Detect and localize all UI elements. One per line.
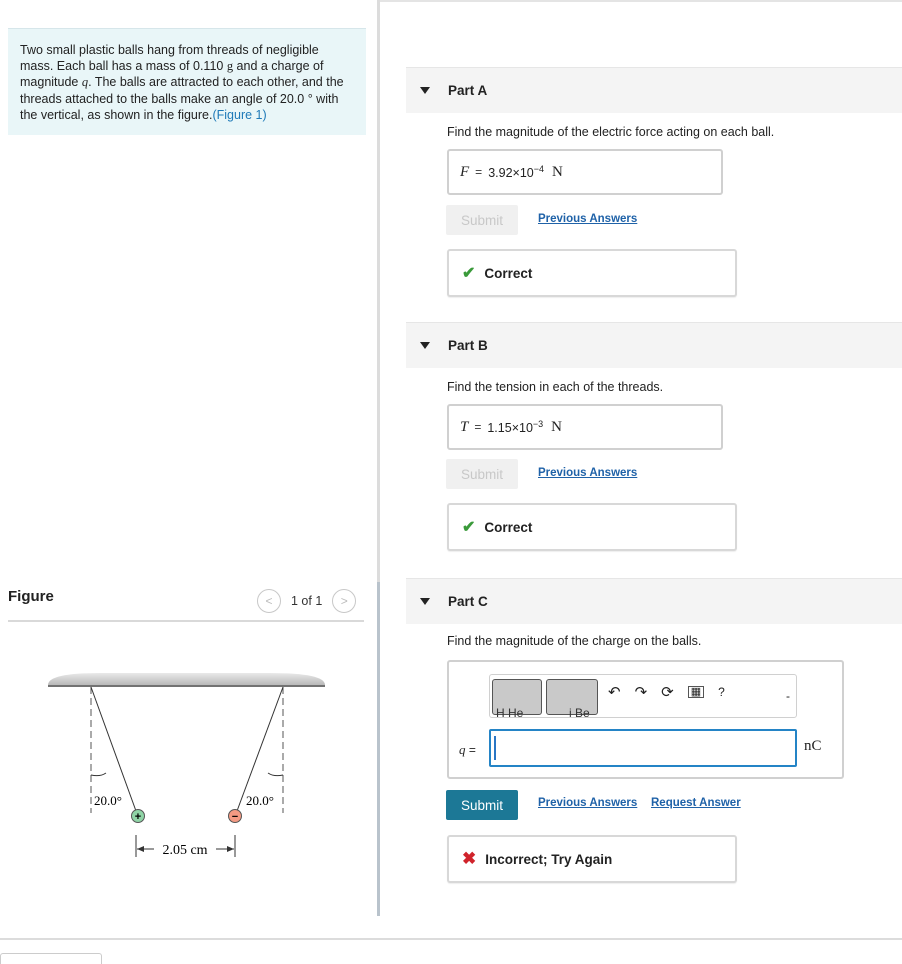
equals-sign: = — [475, 165, 483, 179]
answer-unit: nC — [804, 738, 822, 754]
distance-label: 2.05 cm — [162, 843, 208, 858]
caret-down-icon — [420, 598, 430, 605]
mantissa: 1.15×10 — [487, 421, 533, 436]
part-a-answer — [447, 149, 723, 195]
exponent: −3 — [532, 418, 544, 429]
part-c-submit-button[interactable]: Submit — [446, 790, 518, 820]
variable-q: q — [81, 75, 89, 90]
part-b-label: Part B — [448, 338, 488, 353]
plus-sign: + — [134, 811, 142, 823]
cross-icon: ✖ — [462, 849, 477, 868]
variable-t: T — [460, 418, 469, 435]
figure-diagram — [40, 665, 340, 870]
arrowhead-left — [137, 846, 144, 852]
angle-arc-left — [91, 773, 106, 776]
toolbar-fragment: i Be — [569, 706, 590, 718]
chevron-left-icon: < — [265, 594, 273, 608]
column-divider-lower — [377, 582, 380, 916]
answer-value — [487, 419, 543, 435]
mantissa: 3.92×10 — [488, 166, 534, 181]
part-c-feedback — [447, 835, 737, 883]
part-b-submit-button[interactable]: Submit — [446, 459, 518, 489]
variable-q: q — [459, 742, 466, 757]
exponent: −4 — [533, 163, 544, 174]
part-c-answer-editor — [447, 660, 844, 779]
feedback-text: Incorrect; Try Again — [485, 851, 613, 867]
figure-count: 1 of 1 — [291, 594, 323, 608]
symbols-button[interactable] — [546, 679, 598, 718]
math-toolbar — [489, 674, 797, 718]
part-a-previous-answers-link[interactable]: Previous Answers — [538, 213, 638, 225]
ceiling — [48, 673, 325, 685]
part-b-answer — [447, 404, 723, 450]
figure-divider — [8, 620, 364, 622]
problem-text: and a charge of magnitude — [20, 59, 324, 90]
toolbar-more[interactable]: - — [786, 689, 790, 703]
figure-link[interactable]: (Figure 1) — [212, 107, 267, 122]
figure-title: Figure — [8, 588, 54, 605]
part-b-prompt: Find the tension in each of the threads. — [447, 380, 664, 394]
request-answer-link[interactable]: Request Answer — [651, 797, 741, 809]
caret-down-icon — [420, 87, 430, 94]
unit-g: g — [226, 59, 234, 74]
answer-value — [488, 164, 544, 180]
minus-sign: − — [231, 811, 239, 823]
part-c-previous-answers-link[interactable]: Previous Answers — [538, 797, 638, 809]
caret-down-icon — [420, 342, 430, 349]
toolbar-fragment: H He — [496, 706, 524, 718]
reset-icon[interactable]: ⟳ — [661, 684, 674, 701]
answer-label — [459, 742, 476, 758]
undo-icon[interactable]: ↶ — [608, 684, 621, 701]
part-a-submit-button[interactable]: Submit — [446, 205, 518, 235]
equals-sign: = — [474, 420, 482, 434]
angle-label-right: 20.0° — [246, 793, 274, 808]
angle-label-left: 20.0° — [94, 793, 122, 808]
redo-icon[interactable]: ↷ — [634, 684, 648, 701]
answer-unit: N — [552, 163, 563, 180]
problem-statement — [8, 28, 366, 135]
prev-figure-button[interactable] — [257, 589, 281, 613]
bottom-rule — [0, 938, 902, 940]
part-b-header[interactable] — [406, 322, 902, 368]
arrowhead-right — [227, 846, 234, 852]
text-cursor — [494, 736, 496, 760]
left-column — [0, 0, 378, 916]
part-c-label: Part C — [448, 594, 488, 609]
checkmark-icon: ✔ — [462, 265, 476, 282]
bottom-tab[interactable] — [0, 953, 102, 964]
problem-text: . The balls are attracted to each other, and the threads attached to the balls make an angle of 20.0 — [20, 75, 344, 106]
feedback-text: Correct — [484, 519, 533, 535]
equals-sign: = — [468, 743, 476, 757]
part-b-previous-answers-link[interactable]: Previous Answers — [538, 467, 638, 479]
keyboard-icon[interactable]: ▦ — [688, 686, 704, 698]
part-c-header[interactable] — [406, 578, 902, 624]
help-icon[interactable]: ? — [718, 685, 725, 699]
chevron-right-icon: > — [340, 594, 348, 608]
part-a-header[interactable] — [406, 67, 902, 113]
templates-button[interactable] — [492, 679, 542, 718]
part-a-prompt: Find the magnitude of the electric force acting on each ball. — [447, 125, 775, 139]
problem-text: with the vertical, as shown in the figure. — [20, 91, 339, 122]
charge-input[interactable] — [489, 729, 797, 767]
next-figure-button[interactable] — [332, 589, 356, 613]
part-a-label: Part A — [448, 83, 488, 98]
angle-arc-right — [268, 773, 283, 776]
checkmark-icon: ✔ — [462, 519, 476, 536]
toolbar-icons — [608, 683, 725, 701]
part-c-prompt: Find the magnitude of the charge on the balls. — [447, 634, 702, 648]
answer-unit: N — [551, 418, 563, 435]
part-b-feedback — [447, 503, 737, 551]
feedback-text: Correct — [484, 265, 533, 281]
problem-text: Two small plastic balls hang from threads of negligible mass. Each ball has a mass of 0.110 — [20, 43, 319, 74]
variable-f: F — [460, 163, 470, 180]
part-a-feedback — [447, 249, 737, 297]
figure-navigation — [257, 589, 356, 613]
degree-symbol: ° — [307, 91, 313, 106]
top-rule — [380, 0, 902, 2]
